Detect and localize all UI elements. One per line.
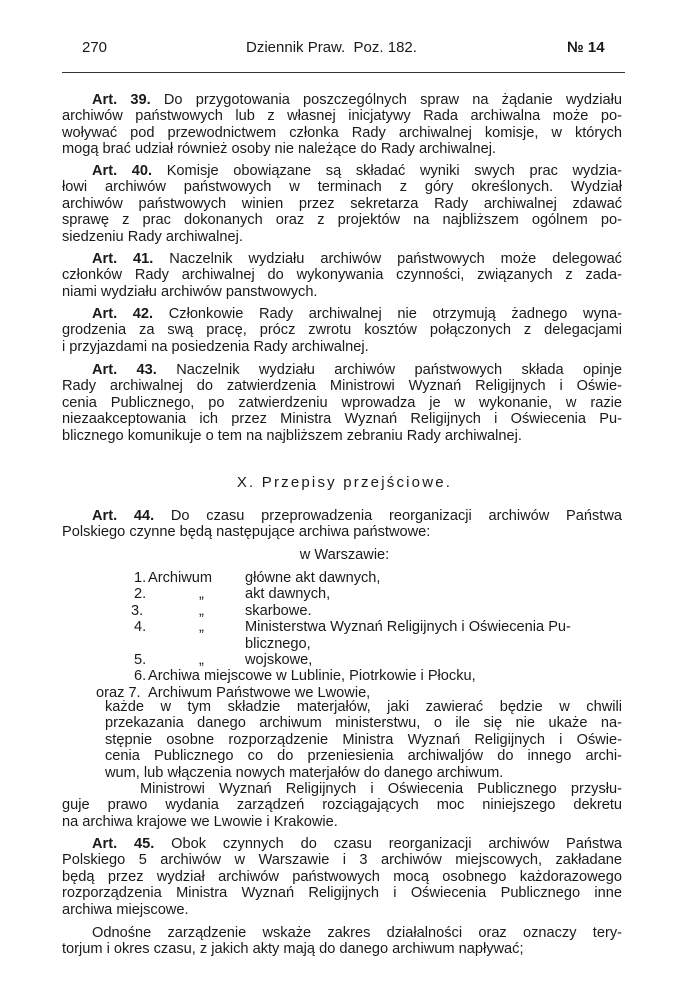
text-line: na archiwa krajowe we Lwowie i Krakowie. (62, 813, 338, 830)
text-line: Rady archiwalnej do zatwierdzenia Ministrowi Wyznań Religijnych i Oświe- (62, 378, 622, 395)
text-line: stępnie osobne rozporządzenie Ministra Wyznań Religijnych i Oświe- (105, 731, 622, 748)
text-line: każde w tym składzie materjałów, jaki zawierać będzie w chwili (105, 699, 622, 715)
article-label: Art. 44. (92, 508, 155, 524)
issue-number: № 14 (567, 39, 605, 56)
list-number: 6. (134, 668, 147, 685)
text-line (62, 92, 622, 108)
text-line: Polskiego 5 archiwów w Warszawie i 3 archiwów miejscowych, zakładane (62, 852, 622, 869)
text-line: łowi archiwów państwowych w terminach z góry określonych. Wydział (62, 179, 622, 196)
line-text: Członkowie Rady archiwalnej nie otrzymują żadnego wyna- (168, 306, 622, 322)
page-number: 270 (82, 39, 108, 56)
text-line: Polskiego czynne będą następujące archiwa państwowe: (62, 524, 431, 541)
list-number: 1. (134, 570, 147, 586)
header-rule (62, 72, 625, 73)
text-line: i przyjazdami na posiedzenia Rady archiwalnej. (62, 338, 369, 355)
article-41 (62, 251, 622, 300)
text-line: niezaakceptowania ich przez Ministra Wyznań Religijnych i Oświecenia Pu- (62, 411, 622, 428)
text-line: woływać pod przewodnictwem członka Rady archiwalnej komisje, w których (62, 124, 622, 141)
ditto-mark: „ (199, 619, 204, 636)
text-line: członków Rady archiwalnej do wykonywania czynności, związanych z zada- (62, 267, 622, 284)
article-45-paragraph-2 (62, 925, 622, 958)
list-number: oraz 7. (96, 684, 141, 701)
text-line: archiwów państwowych lub z własnej inicjatywy Rada archiwalna może po- (62, 108, 622, 125)
journal-title: Dziennik Praw. Poz. 182. (246, 39, 417, 56)
text-line (62, 836, 622, 852)
section-heading: X. Przepisy przejściowe. (236, 474, 453, 491)
article-label: Art. 43. (92, 362, 157, 378)
article-44-paragraph-3 (62, 781, 622, 830)
line-text: Komisje obowiązane są składać wyniki swych prac wydzia- (166, 163, 622, 179)
text-line (62, 508, 622, 524)
text-line (62, 306, 622, 322)
list-item-text: wojskowe, (245, 652, 313, 668)
text-line: archiwa miejscowe. (62, 901, 189, 918)
text-line: torjum i okres czasu, z jakich akty mają do danego archiwum napływać; (62, 941, 524, 958)
list-item-text: Archiwum Państwowe we Lwowie, (148, 684, 371, 701)
list-item-text: Archiwa miejscowe w Lublinie, Piotrkowie i Płocku, (148, 668, 476, 685)
list-number: 5. (134, 652, 147, 668)
text-line: cenia Publicznego co do przeniesienia archiwaljów do innego archi- (105, 748, 622, 765)
text-line: niami wydziału archiwów panstwowych. (62, 283, 318, 300)
list-item-text: skarbowe. (245, 602, 312, 619)
list-item-text: akt dawnych, (245, 586, 331, 603)
article-44 (62, 508, 622, 541)
list-item-text: Ministerstwa Wyznań Religijnych i Oświecenia Pu- (245, 619, 571, 636)
list-item-text: blicznego, (245, 635, 311, 652)
text-line: blicznego komunikuje o tem na najbliższem zebraniu Rady archiwalnej. (62, 427, 522, 444)
article-label: Art. 39. (92, 92, 151, 108)
text-line: sprawę z prac dokonanych oraz z projektów na najbliższem ogólnem po- (62, 212, 622, 229)
text-line: guje prawo wydania zarządzeń rozciągających moc niniejszego dekretu (62, 797, 622, 814)
text-line (62, 163, 622, 179)
article-label: Art. 45. (92, 836, 155, 852)
list-number: 2. (134, 586, 147, 603)
article-42 (62, 306, 622, 355)
text-line (62, 362, 622, 378)
text-line: archiwów państwowych winien przez sekretarza Rady archiwalnej zdawać (62, 195, 622, 212)
article-44-paragraph-2 (105, 699, 622, 781)
list-number: 3. (131, 602, 144, 619)
article-label: Art. 42. (92, 306, 154, 322)
text-line: siedzeniu Rady archiwalnej. (62, 228, 243, 245)
ditto-mark: „ (199, 586, 204, 603)
text-line: przekazania danego archiwum ministerstwu, o ile się nie ukaże na- (105, 715, 622, 732)
line-text: Do czasu przeprowadzenia reorganizacji archiwów Państwa (170, 508, 622, 524)
line-text: Naczelnik wydziału archiwów państwowych może delegować (169, 251, 622, 267)
text-line (62, 251, 622, 267)
text-line: grodzenia za swą pracę, prócz zwrotu kosztów połączonych z delegacjami (62, 322, 622, 339)
text-line: cenia Publicznego, po zatwierdzeniu wprowadza je w wykonanie, w razie (62, 394, 622, 411)
text-line: wum, lub włączenia nowych materjałów do danego archiwum. (105, 764, 504, 781)
location-heading: w Warszawie: (299, 547, 390, 563)
article-40 (62, 163, 622, 245)
article-45 (62, 836, 622, 918)
line-text: Obok czynnych do czasu reorganizacji archiwów Państwa (171, 836, 622, 852)
ditto-mark: „ (199, 652, 204, 668)
article-39 (62, 92, 622, 158)
text-line: rozporządzenia Ministra Wyznań Religijnych i Oświecenia Publicznego inne (62, 885, 622, 902)
list-number: 4. (134, 619, 147, 636)
text-line: będą przez wydział archiwów państwowych mocą osobnego każdorazowego (62, 868, 622, 885)
article-43 (62, 362, 622, 444)
text-line: Ministrowi Wyznań Religijnych i Oświecenia Publicznego przysłu- (140, 781, 622, 797)
ditto-mark: „ (199, 602, 204, 619)
text-line: Odnośne zarządzenie wskaże zakres działalności oraz oznaczy tery- (92, 925, 622, 941)
line-text: Do przygotowania poszczególnych spraw na żądanie wydziału (163, 92, 622, 108)
article-label: Art. 40. (92, 163, 153, 179)
list-item-text: główne akt dawnych, (245, 570, 381, 586)
text-line: mogą brać udział również osoby nie należące do Rady archiwalnej. (62, 141, 497, 158)
list-prefix: Archiwum (148, 570, 213, 586)
article-label: Art. 41. (92, 251, 154, 267)
line-text: Naczelnik wydziału archiwów państwowych składa opinje (176, 362, 623, 378)
